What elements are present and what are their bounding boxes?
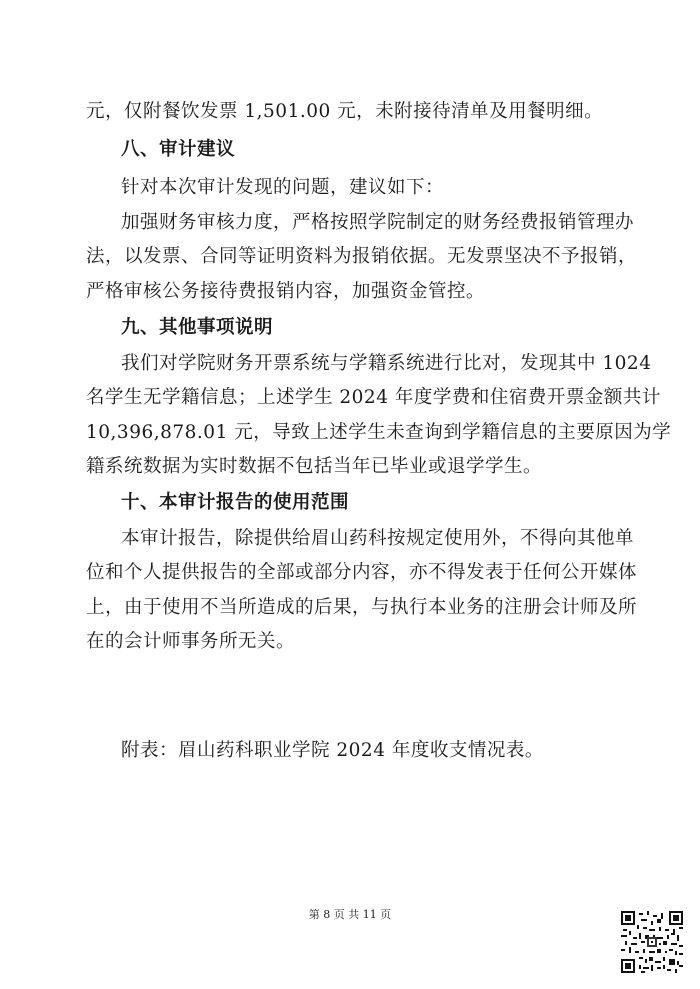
attachment-note: 附表：眉山药科职业学院 2024 年度收支情况表。 [121,740,544,761]
paragraph-line: 严格审核公务接待费报销内容，加强资金管控。 [86,281,486,302]
paragraph-line: 籍系统数据为实时数据不包括当年已毕业或退学学生。 [86,456,543,477]
paragraph-line: 针对本次审计发现的问题，建议如下： [121,177,445,198]
paragraph-line: 10,396,878.01 元，导致上述学生未查询到学籍信息的主要原因为学 [86,422,672,443]
qr-code-icon [621,911,683,973]
paragraph-line: 元，仅附餐饮发票 1,501.00 元，未附接待清单及用餐明细。 [86,101,604,122]
page-number-footer: 第 8 页 共 11 页 [308,908,392,921]
paragraph-line: 法，以发票、合同等证明资料为报销依据。无发票坚决不予报销， [86,246,638,267]
paragraph-line: 加强财务审核力度，严格按照学院制定的财务经费报销管理办 [121,212,635,233]
paragraph-line: 在的会计师事务所无关。 [86,631,296,652]
paragraph-line: 位和个人提供报告的全部或部分内容，亦不得发表于任何公开媒体 [86,562,638,583]
paragraph-line: 上，由于使用不当所造成的后果，与执行本业务的注册会计师及所 [86,597,638,618]
section-heading-10: 十、本审计报告的使用范围 [121,492,350,513]
paragraph-line: 我们对学院财务开票系统与学籍系统进行比对，发现其中 1024 [121,353,652,374]
section-heading-9: 九、其他事项说明 [121,317,274,338]
paragraph-line: 本审计报告，除提供给眉山药科按规定使用外，不得向其他单 [121,528,635,549]
paragraph-line: 名学生无学籍信息；上述学生 2024 年度学费和住宿费开票金额共计 [86,387,661,408]
section-heading-8: 八、审计建议 [121,139,236,160]
